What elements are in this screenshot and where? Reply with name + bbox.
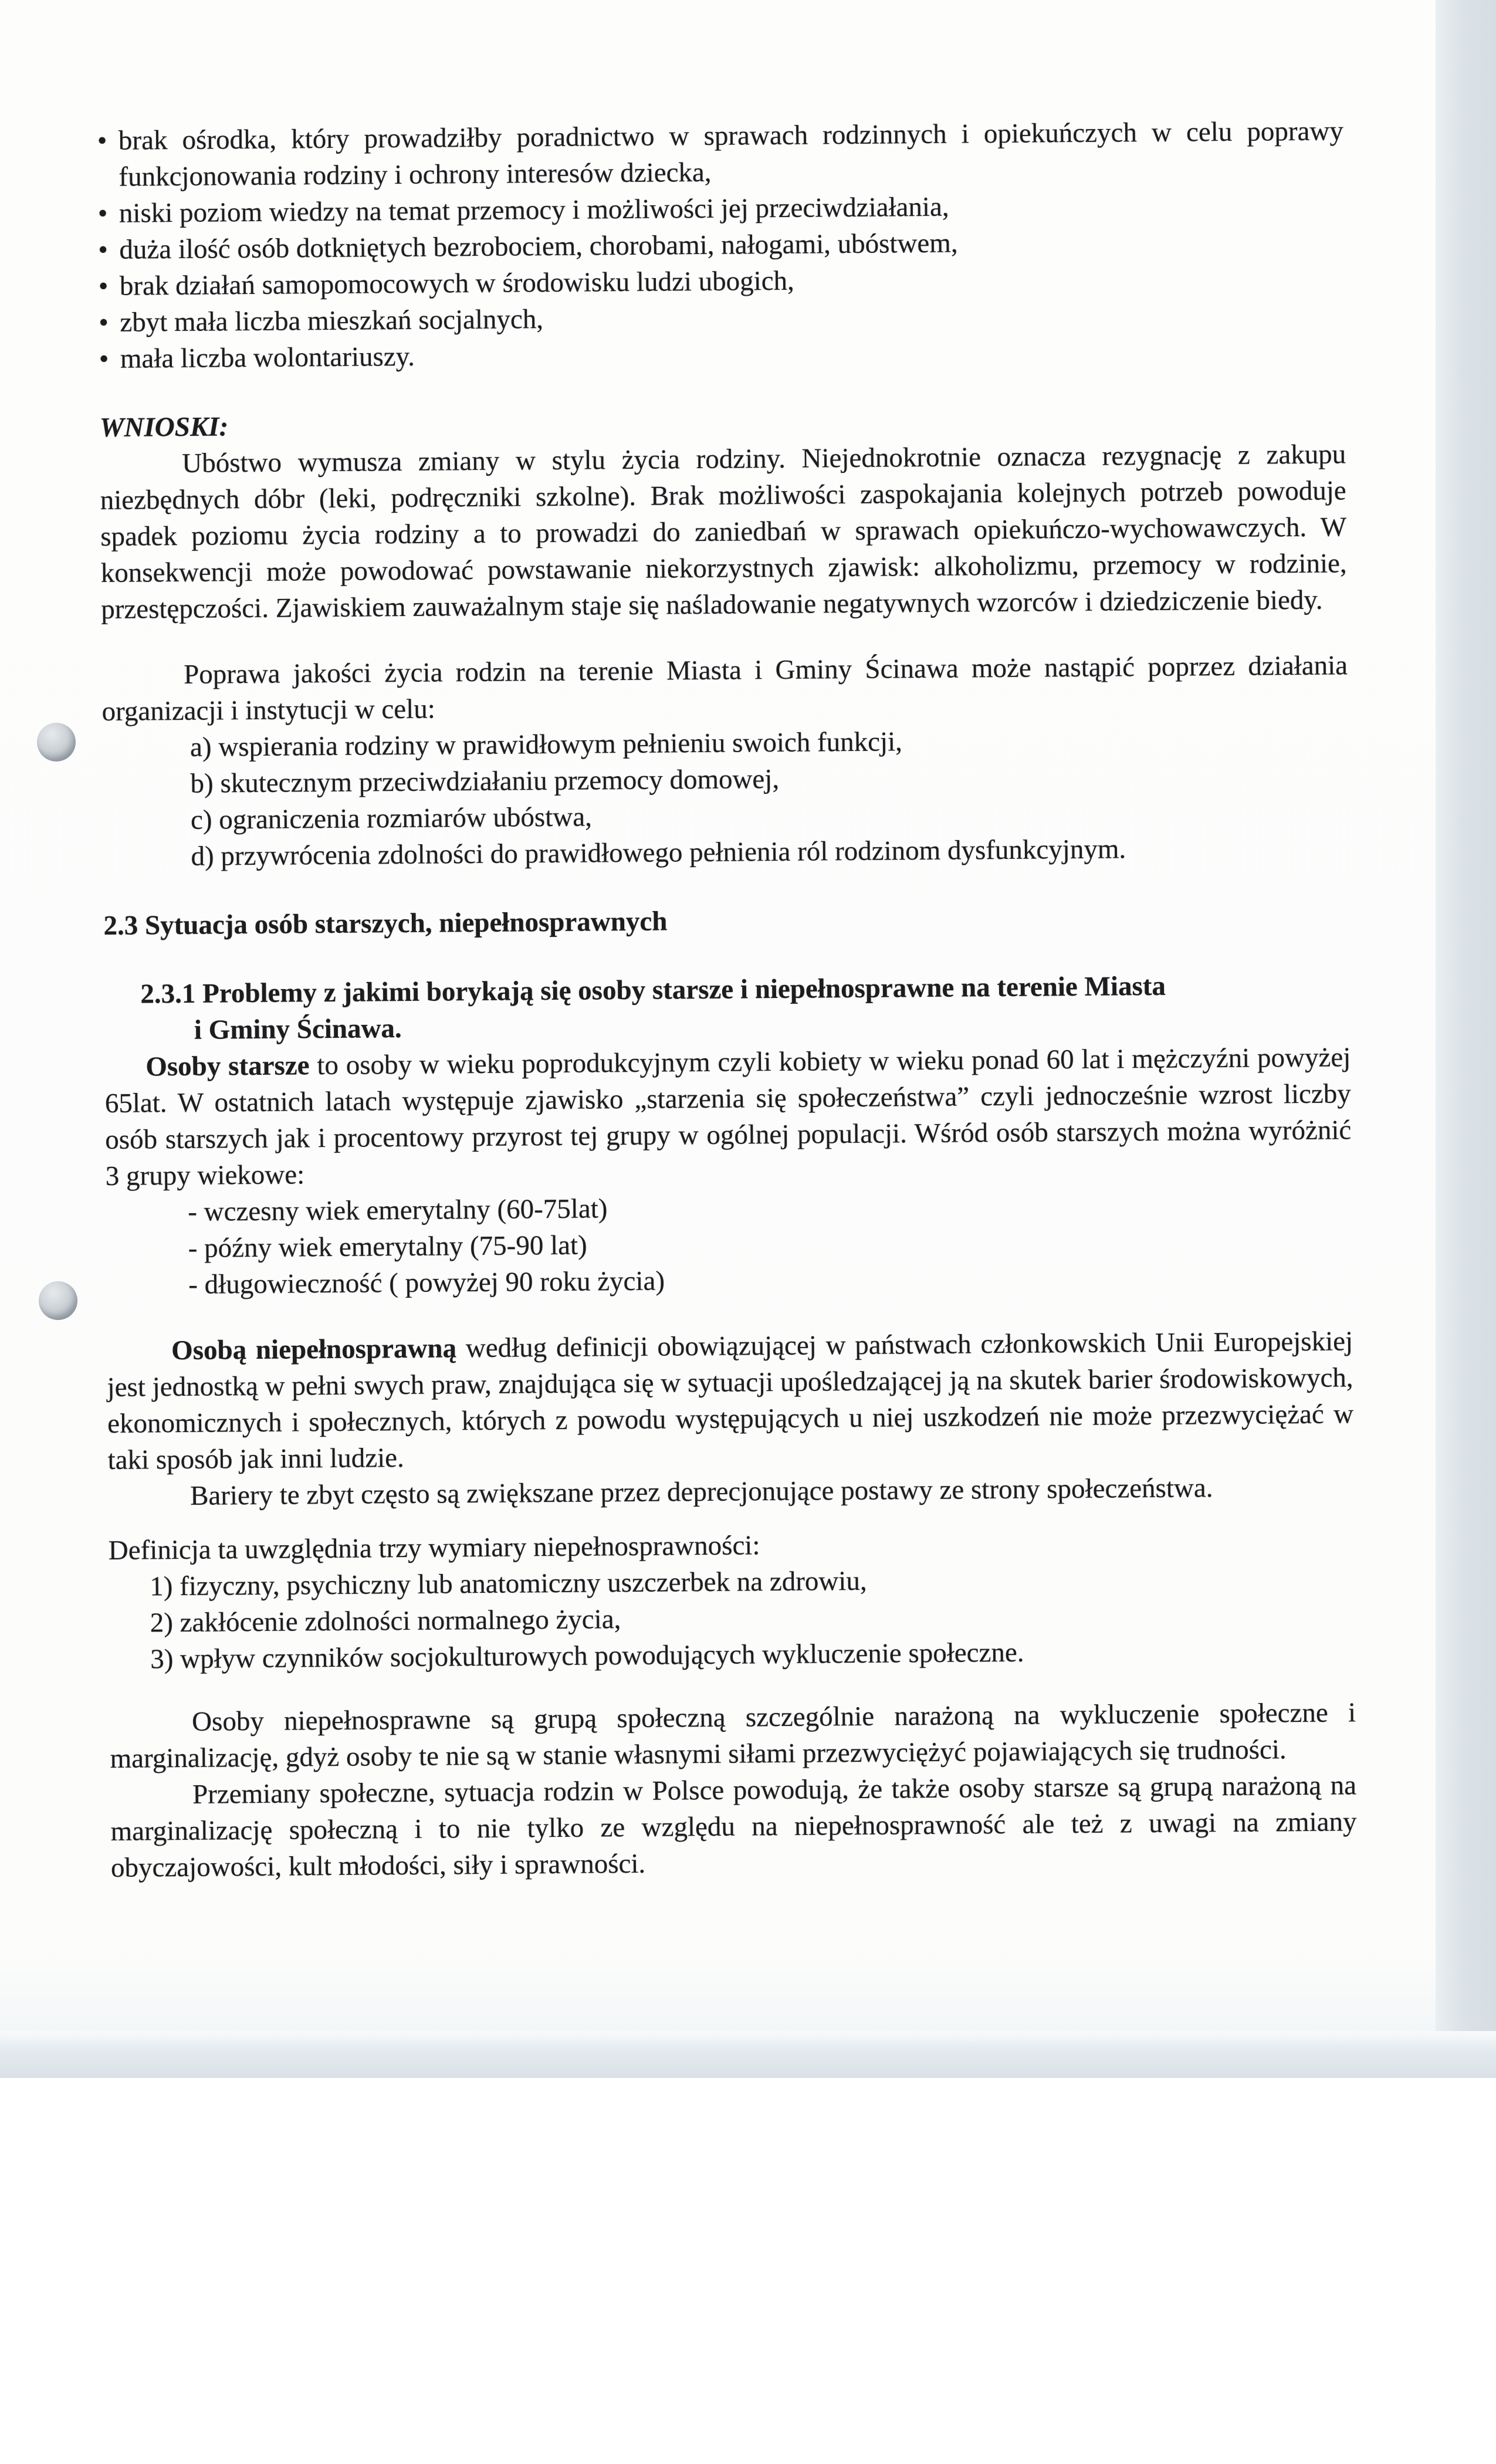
list-item: a) wspierania rodziny w prawidłowym pełnieniu swoich funkcji,	[189, 726, 903, 763]
hole-punch	[37, 723, 76, 761]
definicja-intro: Definicja ta uwzględnia trzy wymiary niepełnosprawności:	[108, 1530, 760, 1566]
list-item: c) ograniczenia rozmiarów ubóstwa,	[190, 801, 593, 835]
scanner-background-right	[1436, 0, 1496, 2031]
osoba-niepelnosprawna-text: według definicji obowiązującej w państwach członkowskich Unii Europejskiej jest jednostką w pełni swych praw, znajdująca się w sytuacji upośledzającej ją na skutek barier środowiskowych, ekonomicznych i społecznych, których z powodu występujących u niej uszkodzeń nie może przezwyciężać w taki sposób jak inni ludzie.	[107, 1326, 1354, 1475]
goal-list	[190, 720, 1349, 874]
list-item: - wczesny wiek emerytalny (60-75lat)	[188, 1193, 608, 1227]
list-item: - długowieczność ( powyżej 90 roku życia)	[188, 1265, 665, 1300]
wykluczenie-paragraph: Osoby niepełnosprawne są grupą społeczną szczególnie narażoną na wykluczenie społeczne i marginalizację, gdyż osoby te nie są w stanie własnymi siłami przezwyciężyć pojawiających się trudności.	[110, 1697, 1356, 1774]
bariery-paragraph: Bariery te zbyt często są zwiększane przez deprecjonujące postawy ze strony społeczeństwa.	[189, 1473, 1213, 1511]
list-item: - późny wiek emerytalny (75-90 lat)	[188, 1230, 587, 1264]
osoby-starsze-paragraph	[104, 1039, 1352, 1194]
bullet-icon: •	[97, 198, 108, 229]
dimension-list	[150, 1559, 1355, 1677]
section-2-3-heading: 2.3 Sytuacja osób starszych, niepełnosprawnych	[103, 906, 668, 942]
bullet-icon: •	[99, 343, 109, 375]
osoba-niepelnosprawna-paragraph	[107, 1323, 1354, 1478]
age-group-list	[188, 1184, 1352, 1303]
bullet-icon: •	[99, 307, 109, 339]
poprawa-paragraph: Poprawa jakości życia rodzin na terenie Miasta i Gminy Ścinawa może nastąpić poprzez działania organizacji i instytucji w celu:	[101, 650, 1348, 727]
wnioski-paragraph: Ubóstwo wymusza zmiany w stylu życia rodziny. Niejednokrotnie oznacza rezygnację z zakupu niezbędnych dóbr (leki, podręczniki szkolne). Brak możliwości zaspokajania kolejnych potrzeb powoduje spadek poziomu życia rodziny a to prowadzi do zaniedbań w sprawach opiekuńczo-wychowawczych. W konsekwencji może powodować powstawanie niekorzystnych zjawisk: alkoholizmu, przemocy w rodzinie, przestępczości. Zjawiskiem zauważalnym staje się naśladowanie negatywnych wzorców i dziedziczenie biedy.	[100, 439, 1347, 625]
list-item: b) skutecznym przeciwdziałaniu przemocy domowej,	[190, 763, 780, 799]
osoby-starsze-text: to osoby w wieku poprodukcyjnym czyli kobiety w wieku ponad 60 lat i mężczyźni powyżej 65lat. W ostatnich latach występuje zjawisko „starzenia się społeczeństwa” czyli jednocześnie wzrost liczby osób starszych jak i procentowy przyrost tej grupy w ogólnej populacji. Wśród osób starszych można wyróżnić 3 grupy wiekowe:	[104, 1042, 1352, 1192]
list-item: 3) wpływ czynników socjokulturowych powodujących wykluczenie społeczne.	[150, 1637, 1024, 1675]
bullet-icon: •	[98, 270, 109, 302]
section-2-3-1-heading: 2.3.1 Problemy z jakimi borykają się osoby starsze i niepełnosprawne na terenie Miasta	[140, 970, 1166, 1010]
bullet-icon: •	[98, 234, 109, 266]
scanner-background-bottom	[0, 2031, 1496, 2078]
przemiany-paragraph: Przemiany społeczne, sytuacja rodzin w Polsce powodują, że także osoby starsze są grupą narażoną na marginalizację społeczną i to nie tylko ze względu na niepełnosprawność ale też z uwagi na zmiany obyczajowości, kult młodości, siły i sprawności.	[110, 1770, 1357, 1883]
problem-bullet-list	[97, 113, 1345, 377]
list-item: 2) zakłócenie zdolności normalnego życia,	[150, 1604, 621, 1639]
bullet-item-text: brak działań samopomocowych w środowisku ludzi ubogich,	[119, 265, 795, 302]
osoba-niepelnosprawna-lead: Osobą niepełnosprawną	[171, 1333, 457, 1366]
bullet-item-text: mała liczba wolontariuszy.	[120, 341, 415, 374]
list-item: 1) fizyczny, psychiczny lub anatomiczny uszczerbek na zdrowiu,	[150, 1565, 867, 1602]
bullet-icon: •	[97, 125, 107, 157]
bullet-item-text: zbyt mała liczba mieszkań socjalnych,	[120, 304, 544, 338]
osoby-starsze-lead: Osoby starsze	[145, 1050, 310, 1082]
hole-punch	[39, 1281, 77, 1320]
list-item	[97, 113, 1344, 195]
bullet-item-text: duża ilość osób dotkniętych bezrobociem, chorobami, nałogami, ubóstwem,	[119, 228, 958, 265]
list-item: d) przywrócenia zdolności do prawidłowego pełnienia ról rodzinom dysfunkcyjnym.	[191, 834, 1126, 872]
bullet-item-text: brak ośrodka, który prowadziłby poradnictwo w sprawach rodzinnych i opiekuńczych w celu poprawy funkcjonowania rodziny i ochrony interesów dziecka,	[118, 116, 1344, 192]
section-2-3-1-heading-line2: i Gminy Ścinawa.	[194, 1013, 402, 1045]
wnioski-heading: WNIOSKI:	[99, 411, 229, 444]
bullet-item-text: niski poziom wiedzy na temat przemocy i możliwości jej przeciwdziałania,	[119, 191, 949, 229]
